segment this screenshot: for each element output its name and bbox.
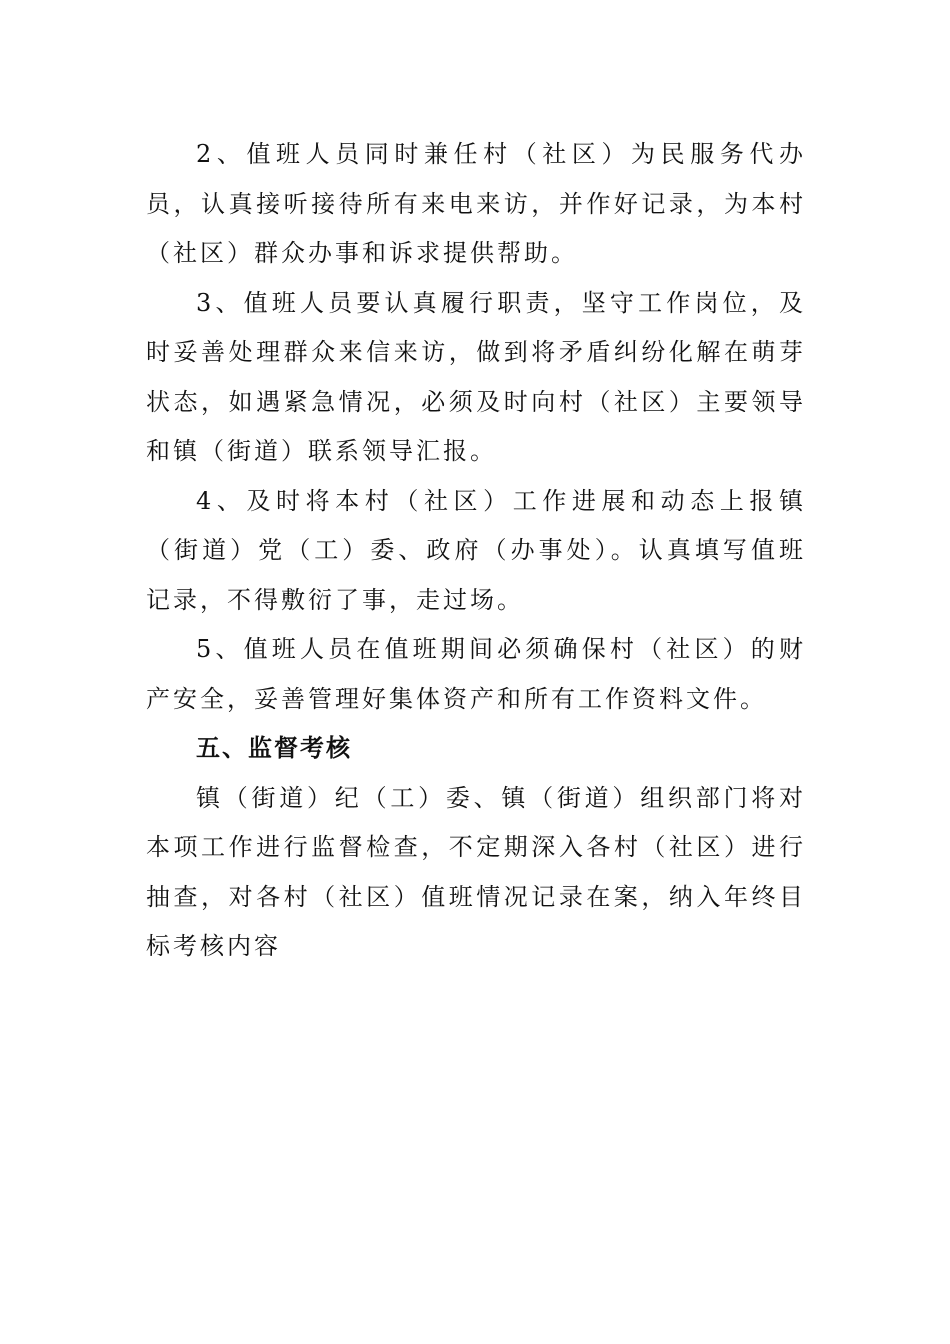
document-body — [146, 130, 806, 972]
section-heading-supervision: 五、监督考核 — [196, 734, 352, 762]
paragraph-duty-item-2: 2、值班人员同时兼任村（社区）为民服务代办员，认真接听接待所有来电来访，并作好记录，为本村（社区）群众办事和诉求提供帮助。 — [146, 140, 806, 267]
paragraph-duty-item-3: 3、值班人员要认真履行职责，坚守工作岗位，及时妥善处理群众来信来访，做到将矛盾纠纷化解在萌芽状态，如遇紧急情况，必须及时向村（社区）主要领导和镇（街道）联系领导汇报。 — [146, 288, 806, 465]
paragraph-duty-item-4: 4、及时将本村（社区）工作进展和动态上报镇（街道）党（工）委、政府（办事处）。认真填写值班记录，不得敷衍了事，走过场。 — [146, 486, 806, 614]
paragraph-supervision: 镇（街道）纪（工）委、镇（街道）组织部门将对本项工作进行监督检查，不定期深入各村（社区）进行抽查，对各村（社区）值班情况记录在案，纳入年终目标考核内容 — [146, 783, 806, 960]
paragraph-duty-item-5: 5、值班人员在值班期间必须确保村（社区）的财产安全，妥善管理好集体资产和所有工作资料文件。 — [146, 635, 806, 713]
